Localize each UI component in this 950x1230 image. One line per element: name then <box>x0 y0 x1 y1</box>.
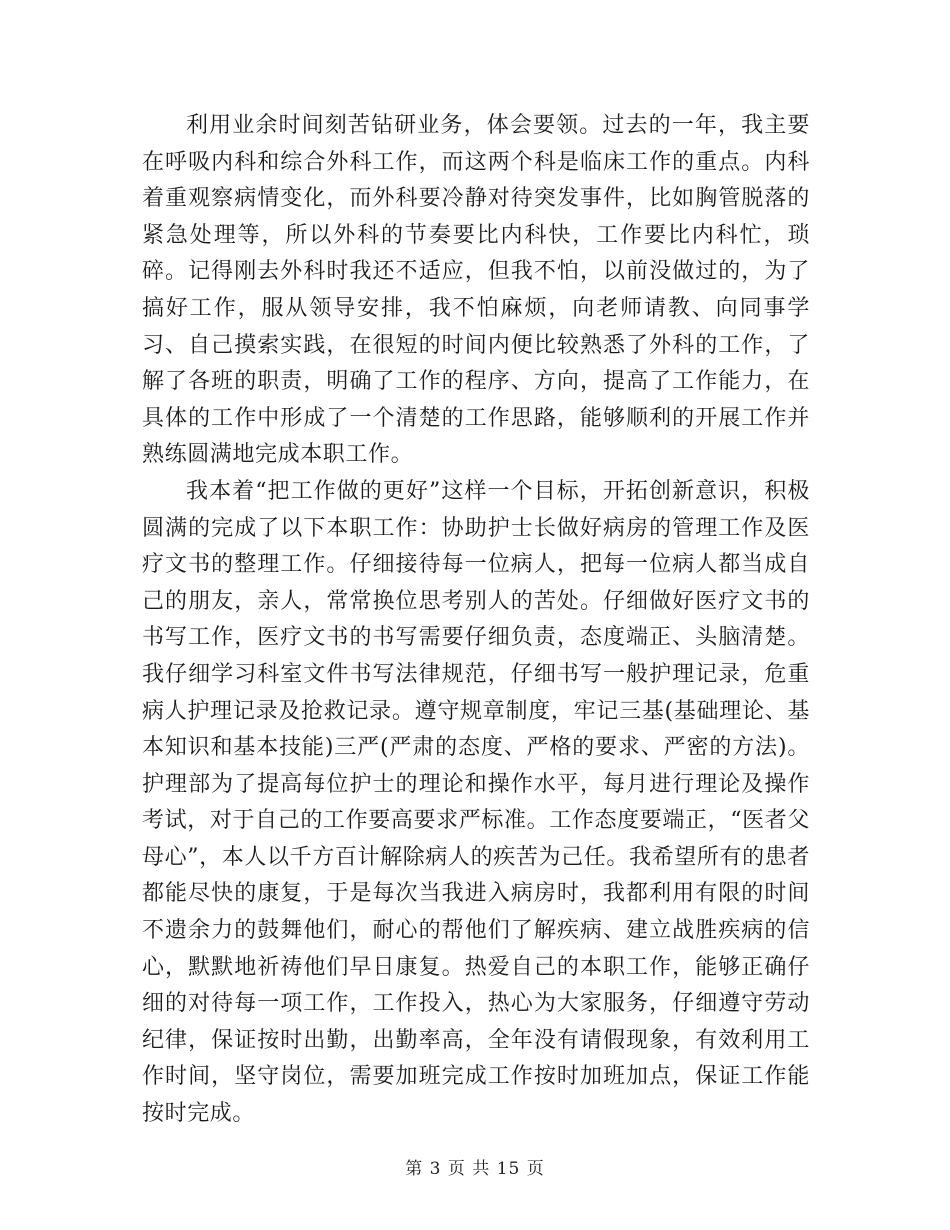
page-number-label: 第 3 页 共 15 页 <box>405 1159 545 1179</box>
paragraph-1: 利用业余时间刻苦钻研业务，体会要领。过去的一年，我主要在呼吸内科和综合外科工作，而这两个科是临床工作的重点。内科着重观察病情变化，而外科要冷静对待突发事件，比如胸管脱落的紧急处理等，所以外科的节奏要比内科快，工作要比内科忙，琐碎。记得刚去外科时我还不适应，但我不怕，以前没做过的，为了搞好工作，服从领导安排，我不怕麻烦，向老师请教、向同事学习、自己摸索实践，在很短的时间内便比较熟悉了外科的工作，了解了各班的职责，明确了工作的程序、方向，提高了工作能力，在具体的工作中形成了一个清楚的工作思路，能够顺利的开展工作并熟练圆满地完成本职工作。 <box>142 113 810 468</box>
page-footer <box>0 1154 950 1179</box>
paragraph-2: 我本着“把工作做的更好”这样一个目标，开拓创新意识，积极圆满的完成了以下本职工作：协助护士长做好病房的管理工作及医疗文书的整理工作。仔细接待每一位病人，把每一位病人都当成自己的朋友，亲人，常常换位思考别人的苦处。仔细做好医疗文书的书写工作，医疗文书的书写需要仔细负责，态度端正、头脑清楚。我仔细学习科室文件书写法律规范，仔细书写一般护理记录，危重病人护理记录及抢救记录。遵守规章制度，牢记三基(基础理论、基本知识和基本技能)三严(严肃的态度、严格的要求、严密的方法)。护理部为了提高每位护士的理论和操作水平，每月进行理论及操作考试，对于自己的工作要高要求严标准。工作态度要端正，“医者父母心”，本人以千方百计解除病人的疾苦为己任。我希望所有的患者都能尽快的康复，于是每次当我进入病房时，我都利用有限的时间不遗余力的鼓舞他们，耐心的帮他们了解疾病、建立战胜疾病的信心，默默地祈祷他们早日康复。热爱自己的本职工作，能够正确仔细的对待每一项工作，工作投入，热心为大家服务，仔细遵守劳动纪律，保证按时出勤，出勤率高，全年没有请假现象，有效利用工作时间，坚守岗位，需要加班完成工作按时加班加点，保证工作能按时完成。 <box>142 478 810 1127</box>
document-body <box>142 108 810 1133</box>
